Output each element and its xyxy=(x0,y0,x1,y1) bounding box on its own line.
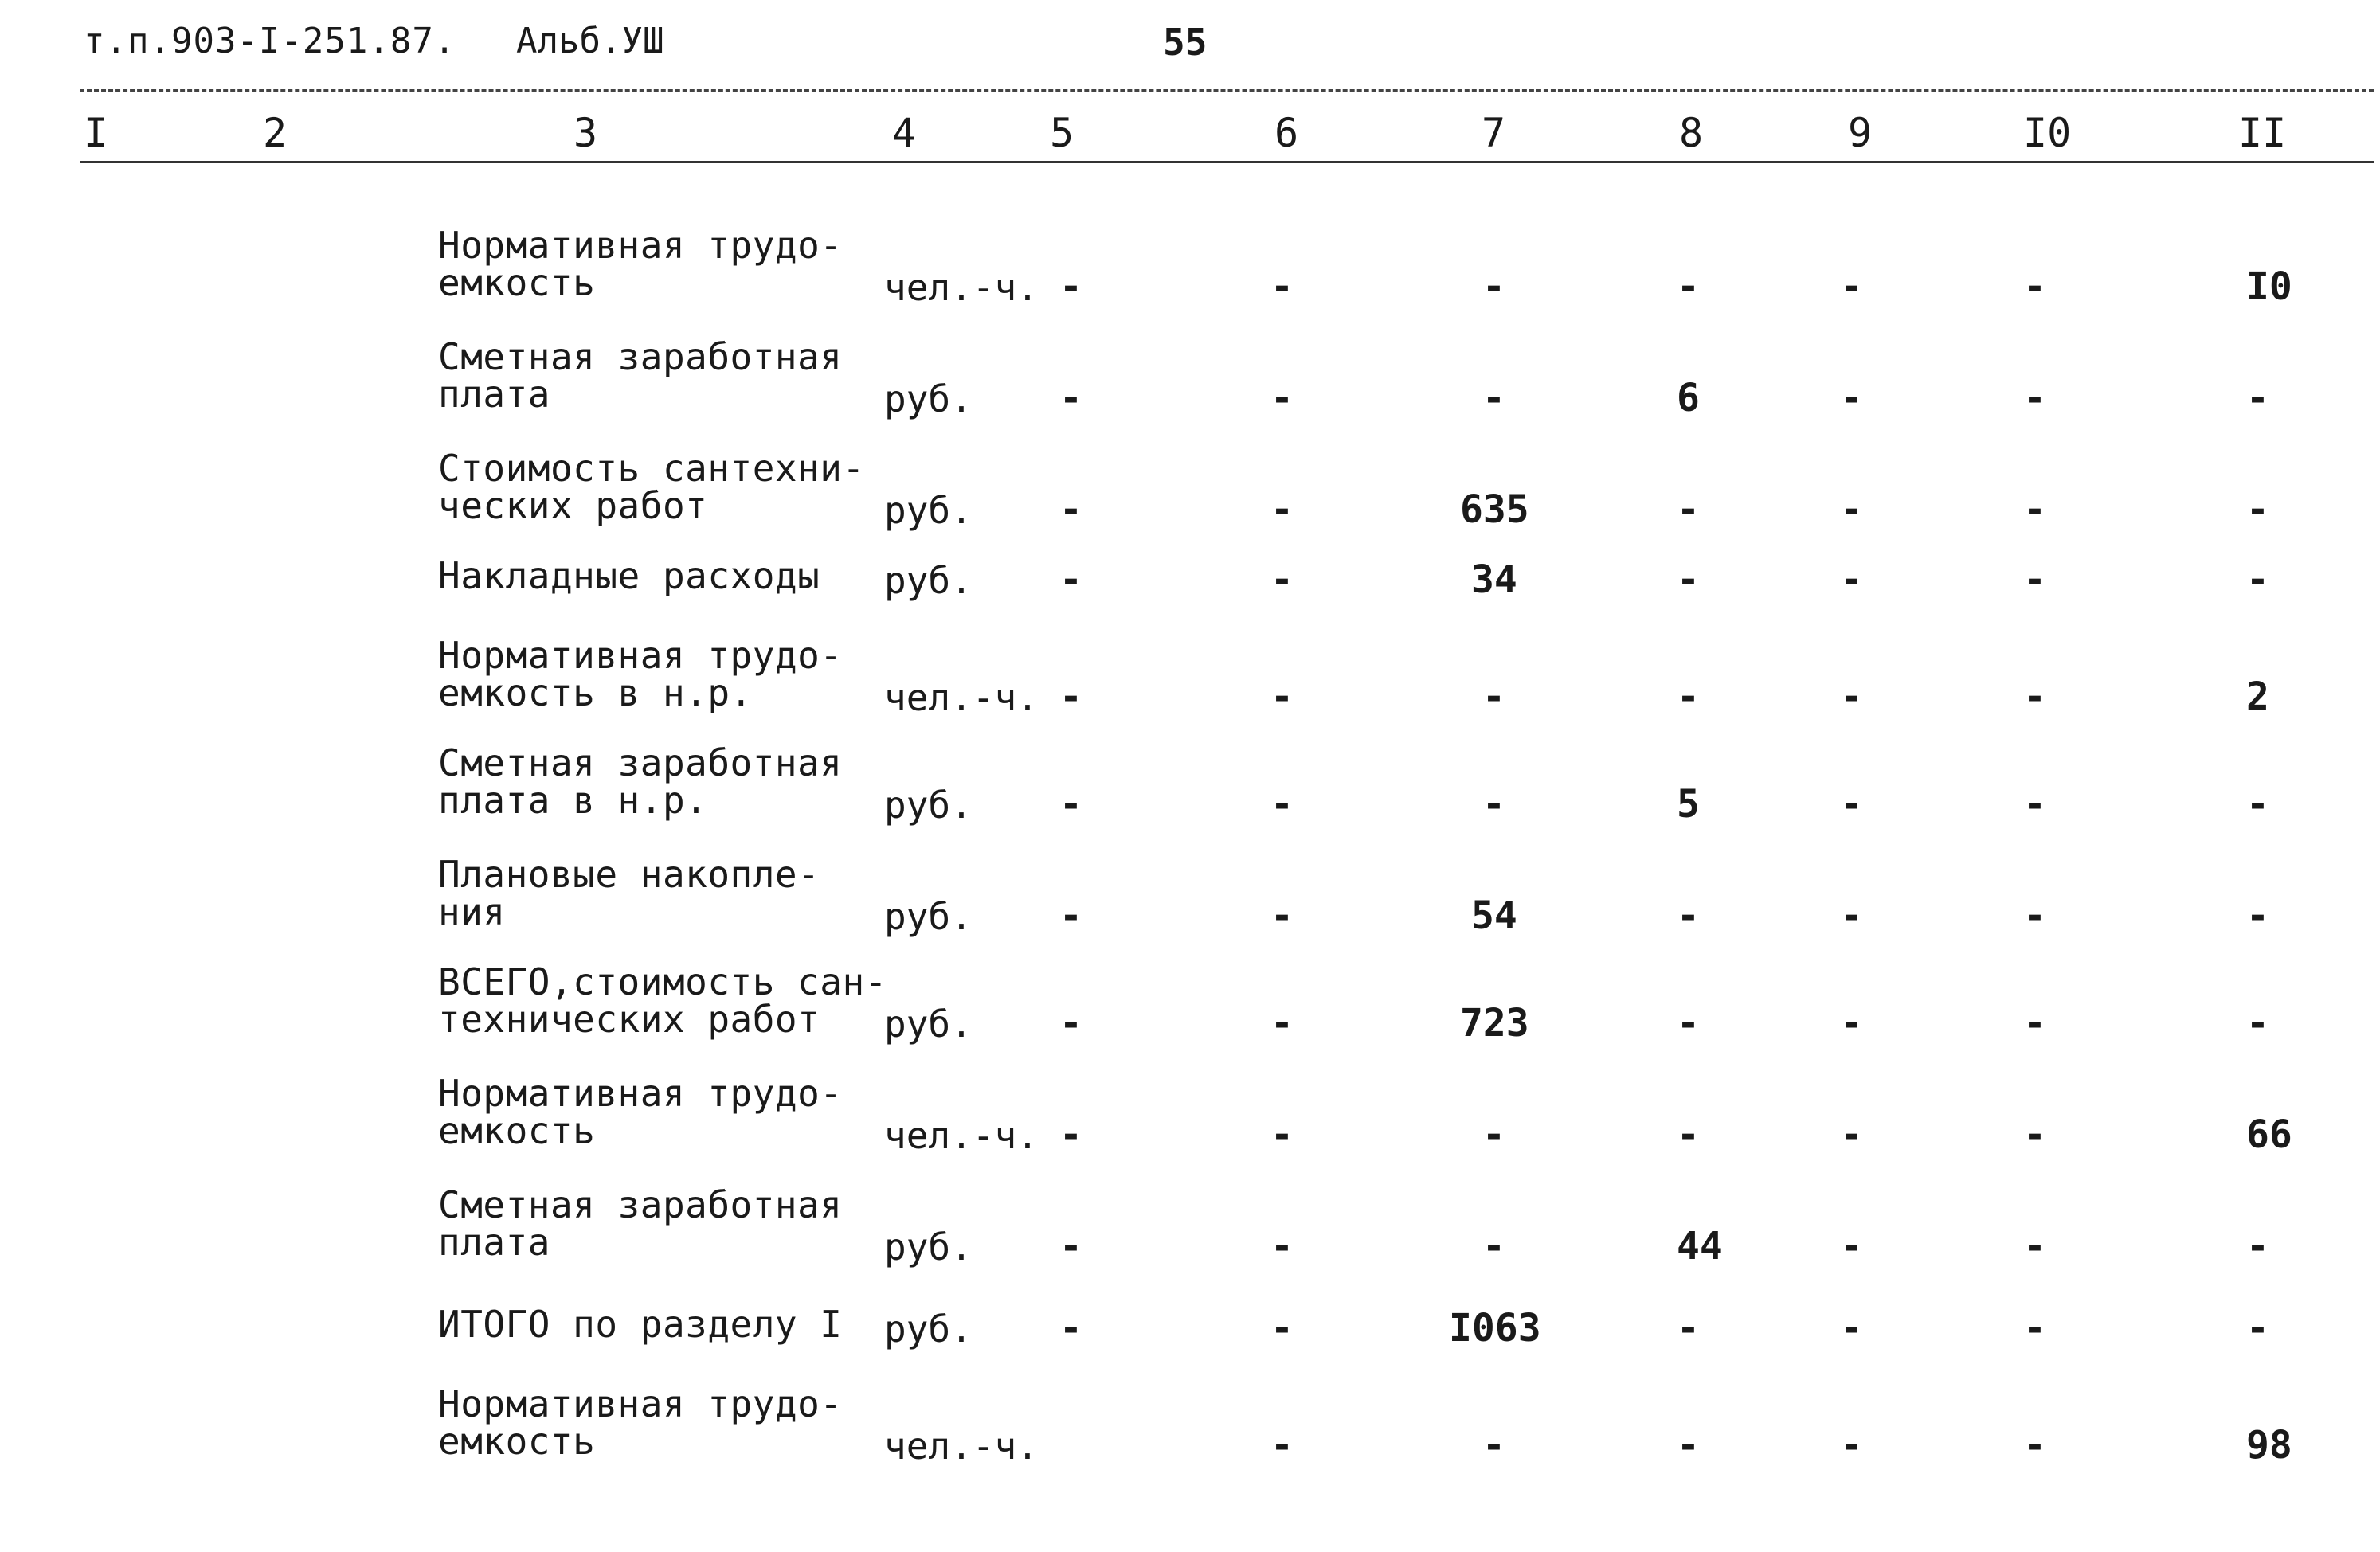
document-reference: т.п.903-I-251.87. xyxy=(84,21,456,61)
cell-col-5: - xyxy=(1059,1001,1082,1046)
cell-col-9: - xyxy=(1840,1112,1863,1157)
cell-col-9: - xyxy=(1840,487,1863,532)
cell-col-10: - xyxy=(2023,893,2046,938)
row-label: Нормативная трудо- емкость xyxy=(438,1072,843,1152)
cell-col-9: - xyxy=(1840,674,1863,719)
cell-col-10: - xyxy=(2023,674,2046,719)
page-number: 55 xyxy=(1163,21,1208,64)
row-label: Нормативная трудо- емкость xyxy=(438,224,843,304)
cell-col-5: - xyxy=(1059,487,1082,532)
row-unit: чел.-ч. xyxy=(884,1425,1039,1468)
cell-col-7: - xyxy=(1482,376,1505,420)
cell-col-5: - xyxy=(1059,674,1082,719)
cell-col-8: - xyxy=(1677,264,1700,309)
column-header-11: II xyxy=(2238,110,2287,156)
cell-col-8: - xyxy=(1677,1423,1700,1468)
cell-col-6: - xyxy=(1270,1306,1294,1351)
row-unit: руб. xyxy=(884,895,973,938)
header-rule-bottom xyxy=(80,161,2374,163)
cell-col-5: - xyxy=(1059,782,1082,827)
row-unit: чел.-ч. xyxy=(884,266,1039,309)
column-header-8: 8 xyxy=(1679,110,1704,156)
column-header-1: I xyxy=(84,110,108,156)
cell-col-11: - xyxy=(2246,376,2269,420)
cell-col-11: 66 xyxy=(2246,1112,2292,1157)
cell-col-9: - xyxy=(1840,782,1863,827)
cell-col-11: - xyxy=(2246,1001,2269,1046)
cell-col-5: - xyxy=(1059,1224,1082,1269)
row-label: Накладные расходы xyxy=(438,554,820,597)
row-unit: руб. xyxy=(884,784,973,827)
cell-col-8: 5 xyxy=(1677,782,1700,827)
row-label: Нормативная трудо- емкость xyxy=(438,1382,843,1463)
cell-col-10: - xyxy=(2023,1112,2046,1157)
cell-col-7: - xyxy=(1482,1423,1505,1468)
cell-col-8: - xyxy=(1677,1306,1700,1351)
cell-col-10: - xyxy=(2023,376,2046,420)
cell-col-11: - xyxy=(2246,487,2269,532)
cell-col-11: 98 xyxy=(2246,1423,2292,1468)
column-header-4: 4 xyxy=(892,110,917,156)
cell-col-6: - xyxy=(1270,1001,1294,1046)
row-label: Нормативная трудо- емкость в н.р. xyxy=(438,634,843,714)
cell-col-8: - xyxy=(1677,487,1700,532)
row-label: Сметная заработная плата xyxy=(438,335,843,416)
row-unit: чел.-ч. xyxy=(884,1114,1039,1157)
cell-col-6: - xyxy=(1270,1423,1294,1468)
column-header-5: 5 xyxy=(1050,110,1075,156)
row-unit: руб. xyxy=(884,1308,973,1351)
cell-col-8: - xyxy=(1677,1112,1700,1157)
cell-col-6: - xyxy=(1270,487,1294,532)
cell-col-11: I0 xyxy=(2246,264,2292,309)
cell-col-10: - xyxy=(2023,264,2046,309)
cell-col-7: - xyxy=(1482,674,1505,719)
column-header-3: 3 xyxy=(573,110,598,156)
cell-col-7: 635 xyxy=(1460,487,1529,532)
row-unit: руб. xyxy=(884,489,973,532)
cell-col-5: - xyxy=(1059,1306,1082,1351)
header-rule-top xyxy=(80,89,2374,92)
cell-col-6: - xyxy=(1270,782,1294,827)
cell-col-6: - xyxy=(1270,674,1294,719)
cell-col-11: - xyxy=(2246,1306,2269,1351)
cell-col-6: - xyxy=(1270,1224,1294,1269)
cell-col-8: - xyxy=(1677,893,1700,938)
cell-col-11: - xyxy=(2246,782,2269,827)
cell-col-5: - xyxy=(1059,264,1082,309)
cell-col-5: - xyxy=(1059,1112,1082,1157)
cell-col-7: 34 xyxy=(1471,557,1517,602)
cell-col-9: - xyxy=(1840,1001,1863,1046)
album-reference: Альб.УШ xyxy=(516,21,664,61)
cell-col-6: - xyxy=(1270,557,1294,602)
cell-col-6: - xyxy=(1270,893,1294,938)
column-header-9: 9 xyxy=(1848,110,1873,156)
column-header-6: 6 xyxy=(1274,110,1299,156)
cell-col-6: - xyxy=(1270,264,1294,309)
cell-col-11: - xyxy=(2246,893,2269,938)
cell-col-10: - xyxy=(2023,782,2046,827)
cell-col-10: - xyxy=(2023,1224,2046,1269)
cell-col-9: - xyxy=(1840,376,1863,420)
column-header-7: 7 xyxy=(1482,110,1506,156)
cell-col-9: - xyxy=(1840,557,1863,602)
column-header-10: I0 xyxy=(2023,110,2072,156)
row-label: Сметная заработная плата в н.р. xyxy=(438,741,843,822)
row-label: ИТОГО по разделу I xyxy=(438,1303,843,1346)
cell-col-8: - xyxy=(1677,557,1700,602)
row-unit: руб. xyxy=(884,559,973,602)
cell-col-11: - xyxy=(2246,557,2269,602)
cell-col-9: - xyxy=(1840,264,1863,309)
cell-col-9: - xyxy=(1840,1224,1863,1269)
cell-col-9: - xyxy=(1840,893,1863,938)
row-label: Плановые накопле- ния xyxy=(438,853,820,933)
cell-col-7: 54 xyxy=(1471,893,1517,938)
column-header-2: 2 xyxy=(263,110,288,156)
cell-col-6: - xyxy=(1270,1112,1294,1157)
cell-col-6: - xyxy=(1270,376,1294,420)
row-unit: руб. xyxy=(884,1226,973,1269)
row-unit: руб. xyxy=(884,377,973,420)
cell-col-7: - xyxy=(1482,1112,1505,1157)
cell-col-8: - xyxy=(1677,674,1700,719)
cell-col-7: - xyxy=(1482,264,1505,309)
cell-col-9: - xyxy=(1840,1306,1863,1351)
cell-col-11: - xyxy=(2246,1224,2269,1269)
cell-col-10: - xyxy=(2023,1001,2046,1046)
row-label: ВСЕГО,стоимость сан- технических работ xyxy=(438,960,887,1041)
cell-col-10: - xyxy=(2023,1306,2046,1351)
cell-col-7: - xyxy=(1482,1224,1505,1269)
cell-col-8: - xyxy=(1677,1001,1700,1046)
cell-col-5: - xyxy=(1059,893,1082,938)
row-unit: чел.-ч. xyxy=(884,676,1039,719)
cell-col-9: - xyxy=(1840,1423,1863,1468)
cell-col-7: 723 xyxy=(1460,1001,1529,1046)
cell-col-7: - xyxy=(1482,782,1505,827)
page-header xyxy=(0,0,2380,88)
cell-col-11: 2 xyxy=(2246,674,2269,719)
row-label: Сметная заработная плата xyxy=(438,1183,843,1264)
row-label: Стоимость сантехни- ческих работ xyxy=(438,447,865,527)
cell-col-10: - xyxy=(2023,557,2046,602)
cell-col-8: 6 xyxy=(1677,376,1700,420)
cell-col-10: - xyxy=(2023,1423,2046,1468)
cell-col-8: 44 xyxy=(1677,1224,1723,1269)
cell-col-5: - xyxy=(1059,376,1082,420)
row-unit: руб. xyxy=(884,1003,973,1046)
cell-col-10: - xyxy=(2023,487,2046,532)
cell-col-7: I063 xyxy=(1449,1306,1541,1351)
cell-col-5: - xyxy=(1059,557,1082,602)
